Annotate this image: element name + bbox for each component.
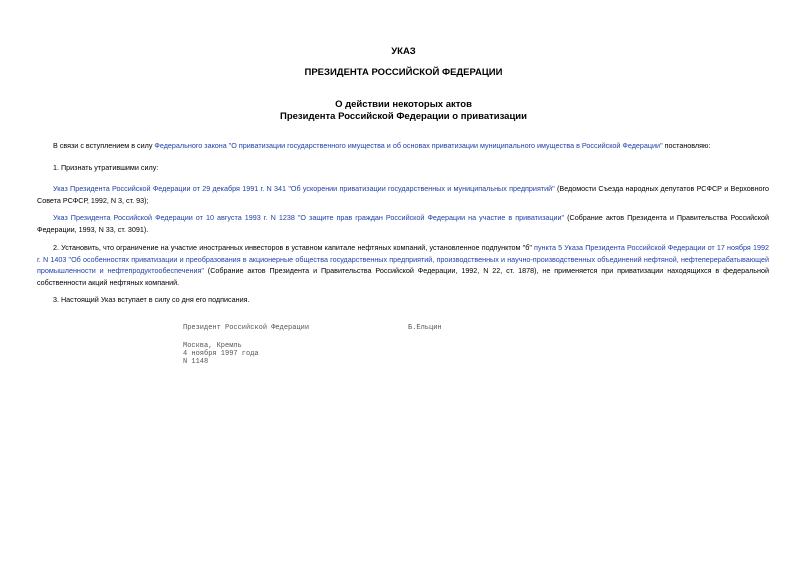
item3-paragraph: [37, 294, 769, 306]
item3-text: 3. Настоящий Указ вступает в силу со дня его подписания.: [53, 295, 250, 304]
document-subtitle-line1: О действии некоторых актов: [335, 99, 472, 110]
decree-1403-title-link[interactable]: "Об особенностях приватизации и преобразования в акционерные общества государственных предприятий, производственных и научно-производственных объединений нефтяной, нефтеперерабатывающей промышленности и нефтепродуктообеспечения": [37, 254, 769, 276]
item1-heading: [37, 162, 769, 174]
signature-position: Президент Российской Федерации: [183, 324, 310, 332]
document-issuer: ПРЕЗИДЕНТА РОССИЙСКОЙ ФЕДЕРАЦИИ: [304, 67, 503, 78]
item1-act2-source: (Собрание актов Президента и Правительства Российской Федерации, 1993, N 33, ст. 3091).: [37, 213, 769, 234]
decree-1238-link[interactable]: Указ Президента Российской Федерации от 10 августа 1993 г. N 1238: [53, 213, 295, 222]
item2-text-after: (Собрание актов Президента и Правительства Российской Федерации, 1992, N 22, ст. 1878), не применяется при приватизации находящихся в федеральной собственности акций нефтяных компаний.: [37, 266, 769, 287]
item1-act1-source: (Ведомости Съезда народных депутатов РСФСР и Верховного Совета РСФСР, 1992, N 3, ст. 93);: [37, 184, 770, 205]
preamble-text-after: постановляю:: [662, 141, 711, 150]
item1-heading-text: 1. Признать утратившими силу:: [53, 163, 159, 172]
item1-act1-paragraph: [37, 183, 769, 206]
signature-name: Б.Ельцин: [408, 324, 442, 332]
item2-paragraph: [37, 242, 769, 288]
document-subtitle-line2: Президента Российской Федерации о приватизации: [280, 111, 527, 122]
federal-law-link[interactable]: Федерального закона "О приватизации государственного имущества и об основах приватизации муниципального имущества в Российской Федерации": [154, 141, 663, 150]
preamble-paragraph: [37, 140, 769, 152]
decree-1238-title-link[interactable]: "О защите прав граждан Российской Федерации на участие в приватизации": [297, 213, 565, 222]
preamble-text-before: В связи с вступлением в силу: [53, 141, 155, 150]
item1-act2-paragraph: [37, 212, 769, 235]
document-title: УКАЗ: [391, 46, 416, 57]
signature-date: 4 ноября 1997 года: [183, 350, 259, 358]
decree-1403-link[interactable]: пункта 5 Указа Президента Российской Федерации от 17 ноября 1992 г. N 1403: [37, 243, 769, 264]
decree-341-link[interactable]: Указ Президента Российской Федерации от 29 декабря 1991 г. N 341: [53, 184, 287, 193]
item2-text-before: 2. Установить, что ограничение на участие иностранных инвесторов в уставном капитале нефтяных компаний, установленное подпунктом "б": [53, 243, 535, 252]
signature-number: N 1148: [183, 358, 209, 366]
decree-341-title-link[interactable]: "Об ускорении приватизации государственных и муниципальных предприятий": [288, 184, 555, 193]
signature-place: Москва, Кремль: [183, 342, 242, 350]
